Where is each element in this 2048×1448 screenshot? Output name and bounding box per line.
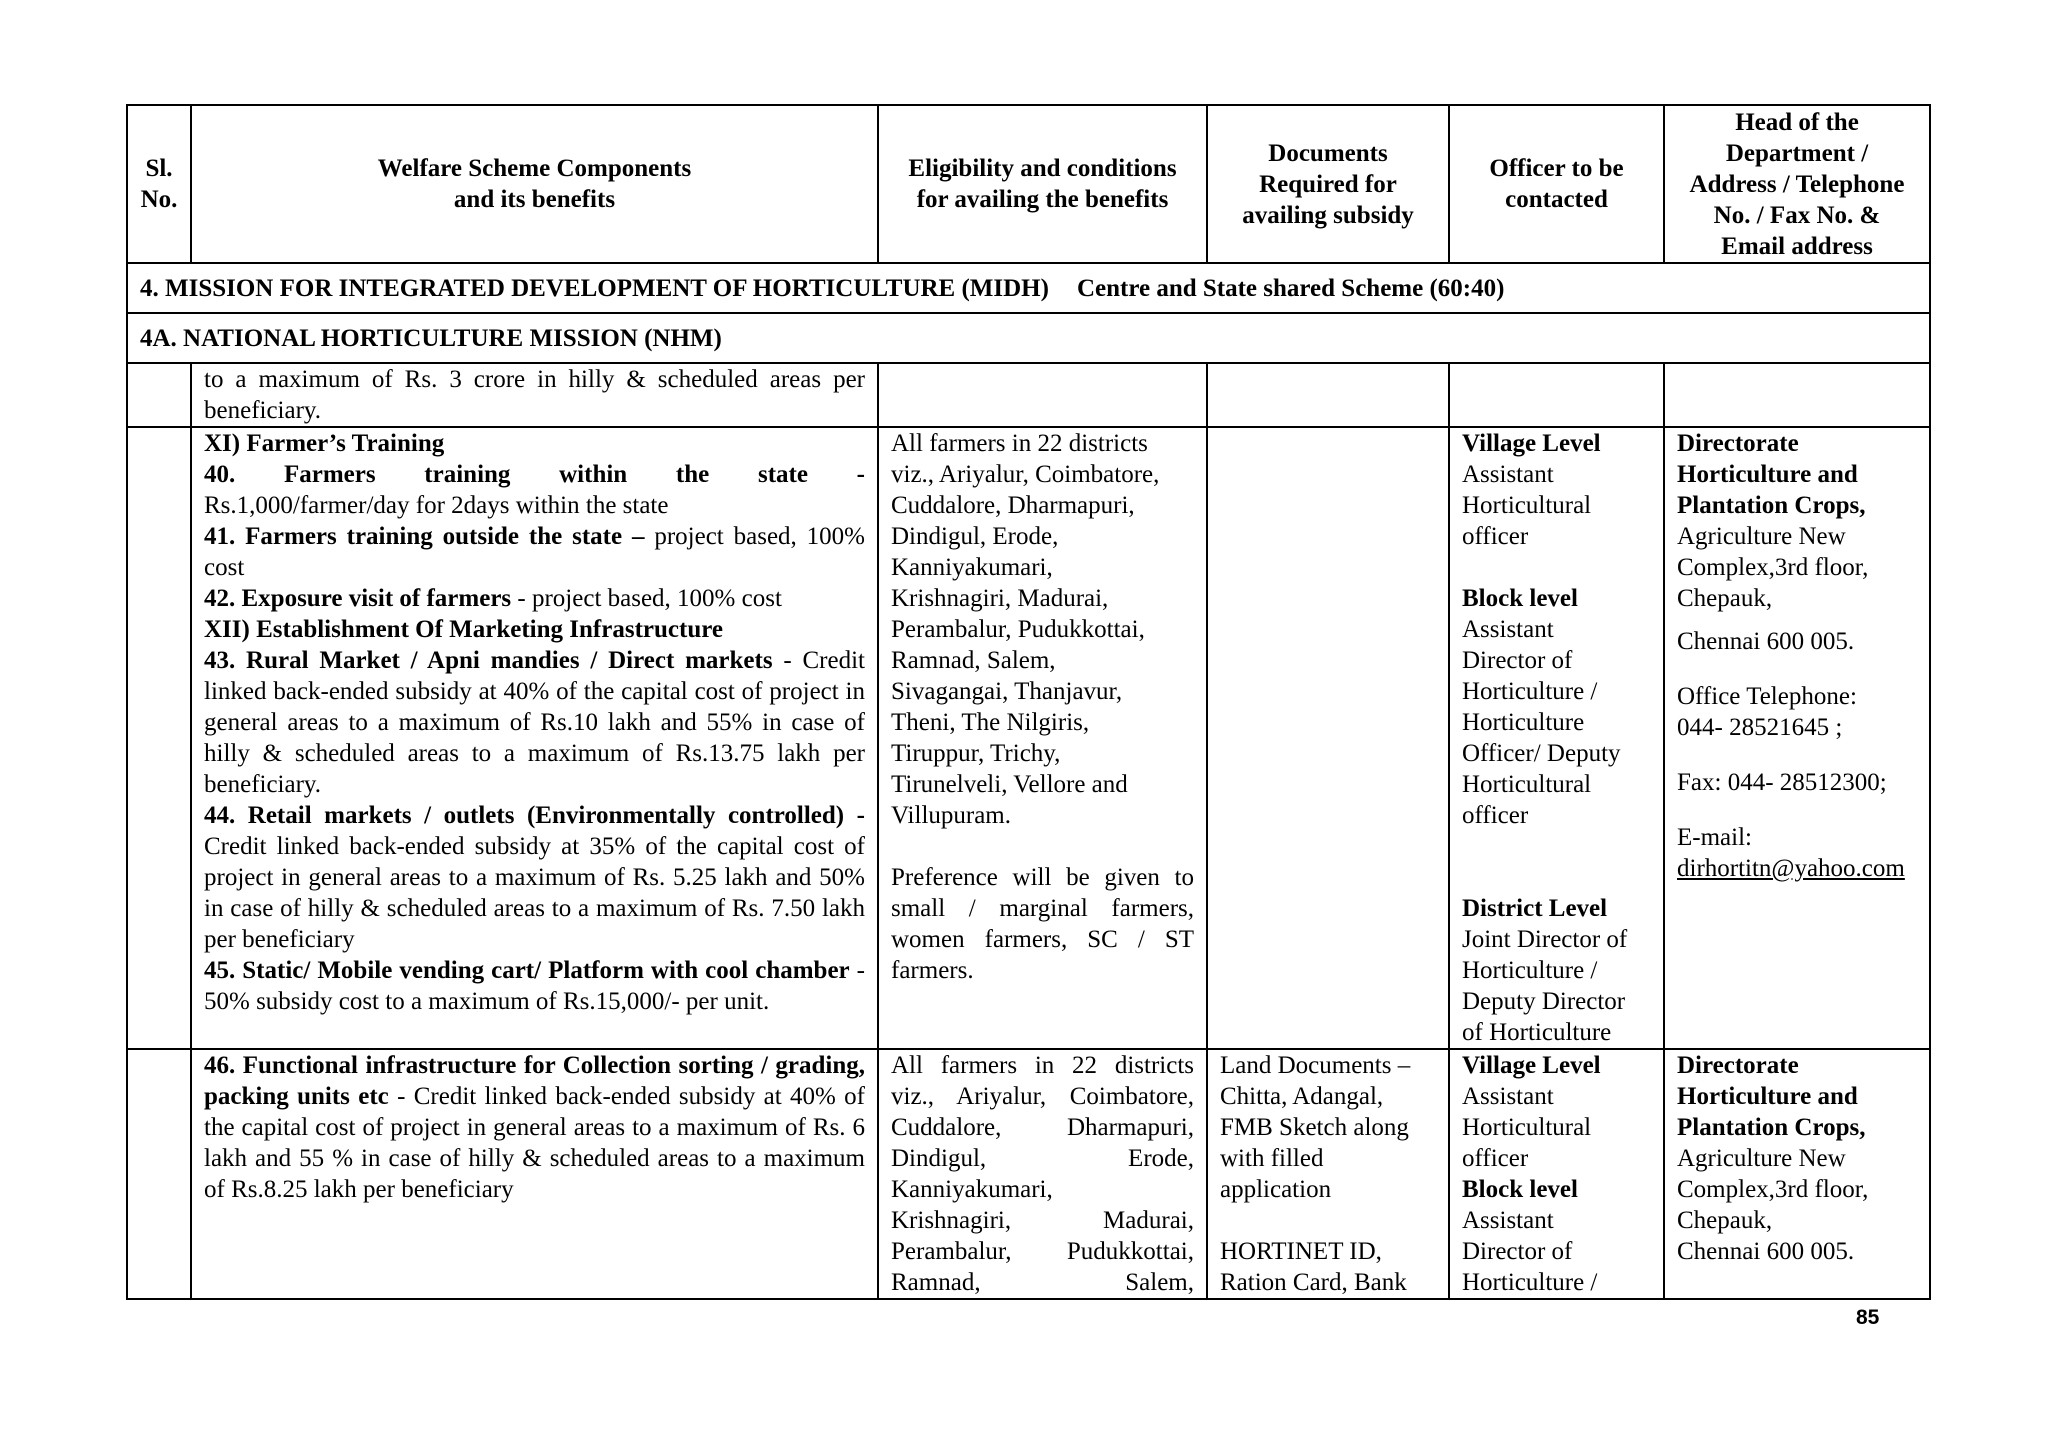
table-row [127, 1049, 1930, 1299]
header-components: Welfare Scheme Components and its benefits [191, 105, 878, 263]
village-level-label: Village Level [1462, 1052, 1601, 1079]
item-46-title: 46. Functional infrastructure for Collection sorting / grading, packing units etc [204, 1052, 865, 1110]
eligibility-cell: All farmers in 22 districts viz., Ariyalur, Coimbatore, Cuddalore, Dharmapuri, Dindigul, Erode, Kanniyakumari, Krishnagiri, Madurai, Perambalur, Pudukkottai, Ramnad, Salem, [878, 1049, 1207, 1299]
sl-no-cell [127, 427, 191, 1049]
preference-note: Preference will be given to small / marginal farmers, women farmers, SC / ST farmers. [891, 864, 1194, 984]
item-46-text: - Credit linked back-ended subsidy at 40% of the capital cost of project in general areas to a maximum of Rs. 6 lakh and 55 % in case of hilly & scheduled areas to a maximum of Rs.8.25 lakh per beneficiary [204, 1083, 865, 1203]
component-cell [191, 1049, 878, 1299]
farmers-training-heading: XI) Farmer’s Training [204, 430, 445, 457]
header-officer: Officer to be contacted [1449, 105, 1664, 263]
component-cell [191, 363, 878, 427]
table-header-row [127, 105, 1930, 263]
documents-cell [1207, 363, 1449, 427]
email-label: E-mail: [1677, 824, 1752, 851]
officer-cell: Village Level Assistant Horticultural officer Block level Assistant Director of Horticulture / [1449, 1049, 1664, 1299]
sl-no-cell [127, 1049, 191, 1299]
office-telephone: 044- 28521645 ; [1677, 714, 1843, 741]
head-city: Chennai 600 005. [1677, 628, 1855, 655]
item-44: 44. Retail markets / outlets (Environmentally controlled) - Credit linked back-ended subsidy at 35% of the capital cost of project in general areas to a maximum of Rs. 5.25 lakh and 50% in case of hilly & scheduled areas to a maximum of Rs. 7.50 lakh per beneficiary [204, 802, 865, 953]
item-43: 43. Rural Market / Apni mandies / Direct markets - Credit linked back-ended subsidy at 40% of the capital cost of project in general areas to a maximum of Rs.10 lakh and 55% in case of hilly & scheduled areas to a maximum of Rs.13.75 lakh per beneficiary. [204, 647, 865, 798]
page-number: 85 [1856, 1306, 1880, 1329]
section-shared-note: Centre and State shared Scheme (60:40) [1076, 274, 1505, 302]
eligibility-cell: All farmers in 22 districts viz., Ariyalur, Coimbatore, Cuddalore, Dharmapuri, Dindigul, Erode, Kanniyakumari, Krishnagiri, Madurai, Perambalur, Pudukkottai, Ramnad, Salem, Sivagangai, Thanjavur, Theni, The Nilgiris, Tiruppur, Trichy, Tirunelveli, Vellore and Villupuram. Preference will be given to small / marginal farmers, women farmers, SC / ST farmers. [878, 427, 1207, 1049]
eligibility-cell [878, 363, 1207, 427]
section-title-nhm: 4A. NATIONAL HORTICULTURE MISSION (NHM) [127, 313, 1930, 363]
scheme-table [126, 104, 1931, 1300]
head-cell: Directorate Horticulture and Plantation Crops, Agriculture New Complex,3rd floor, Chepauk, Chennai 600 005. [1664, 1049, 1930, 1299]
item-40-title: 40. Farmers training within the state - [204, 461, 865, 488]
marketing-infrastructure-heading: XII) Establishment Of Marketing Infrastructure [204, 616, 723, 643]
documents-cell: Land Documents – Chitta, Adangal, FMB Sketch along with filled application HORTINET ID, Ration Card, Bank [1207, 1049, 1449, 1299]
section-row-midh [127, 263, 1930, 313]
header-eligibility: Eligibility and conditions for availing the benefits [878, 105, 1207, 263]
table-row [127, 363, 1930, 427]
village-level-label: Village Level [1462, 430, 1601, 457]
fax-number: Fax: 044- 28512300; [1677, 769, 1887, 796]
head-cell [1664, 363, 1930, 427]
section-title-midh: 4. MISSION FOR INTEGRATED DEVELOPMENT OF HORTICULTURE (MIDH) Centre and State shared Scheme (60:40) [127, 263, 1930, 313]
officer-cell [1449, 363, 1664, 427]
continued-text: to a maximum of Rs. 3 crore in hilly & scheduled areas per beneficiary. [204, 366, 865, 424]
header-documents: Documents Required for availing subsidy [1207, 105, 1449, 263]
officer-cell: Village Level Assistant Horticultural officer Block level Assistant Director of Horticulture / Horticulture Officer/ Deputy Horticultural officer District Level Joint Director of Horticulture / Deputy Director of Horticulture [1449, 427, 1664, 1049]
office-telephone-label: Office Telephone: [1677, 683, 1857, 710]
component-cell [191, 427, 878, 1049]
block-level-label: Block level [1462, 585, 1578, 612]
email-link[interactable]: dirhortitn@yahoo.com [1677, 855, 1905, 882]
item-42: 42. Exposure visit of farmers - project based, 100% cost [204, 585, 782, 612]
header-head-of-department: Head of the Department / Address / Telephone No. / Fax No. & Email address [1664, 105, 1930, 263]
sl-no-cell [127, 363, 191, 427]
header-sl-no: Sl. No. [127, 105, 191, 263]
head-cell: Directorate Horticulture and Plantation Crops, Agriculture New Complex,3rd floor, Chepauk, Chennai 600 005. Office Telephone: 044- 28521645 ; Fax: 044- 28512300; E-mail: dirhortitn@yahoo.com [1664, 427, 1930, 1049]
item-41: 41. Farmers training outside the state – project based, 100% cost [204, 523, 865, 581]
district-level-label: District Level [1462, 895, 1608, 922]
item-45: 45. Static/ Mobile vending cart/ Platform with cool chamber - 50% subsidy cost to a maximum of Rs.15,000/- per unit. [204, 957, 866, 1015]
block-level-label: Block level [1462, 1176, 1578, 1203]
documents-cell [1207, 427, 1449, 1049]
section-row-nhm [127, 313, 1930, 363]
table-row [127, 427, 1930, 1049]
item-40-text: Rs.1,000/farmer/day for 2days within the state [204, 492, 669, 519]
